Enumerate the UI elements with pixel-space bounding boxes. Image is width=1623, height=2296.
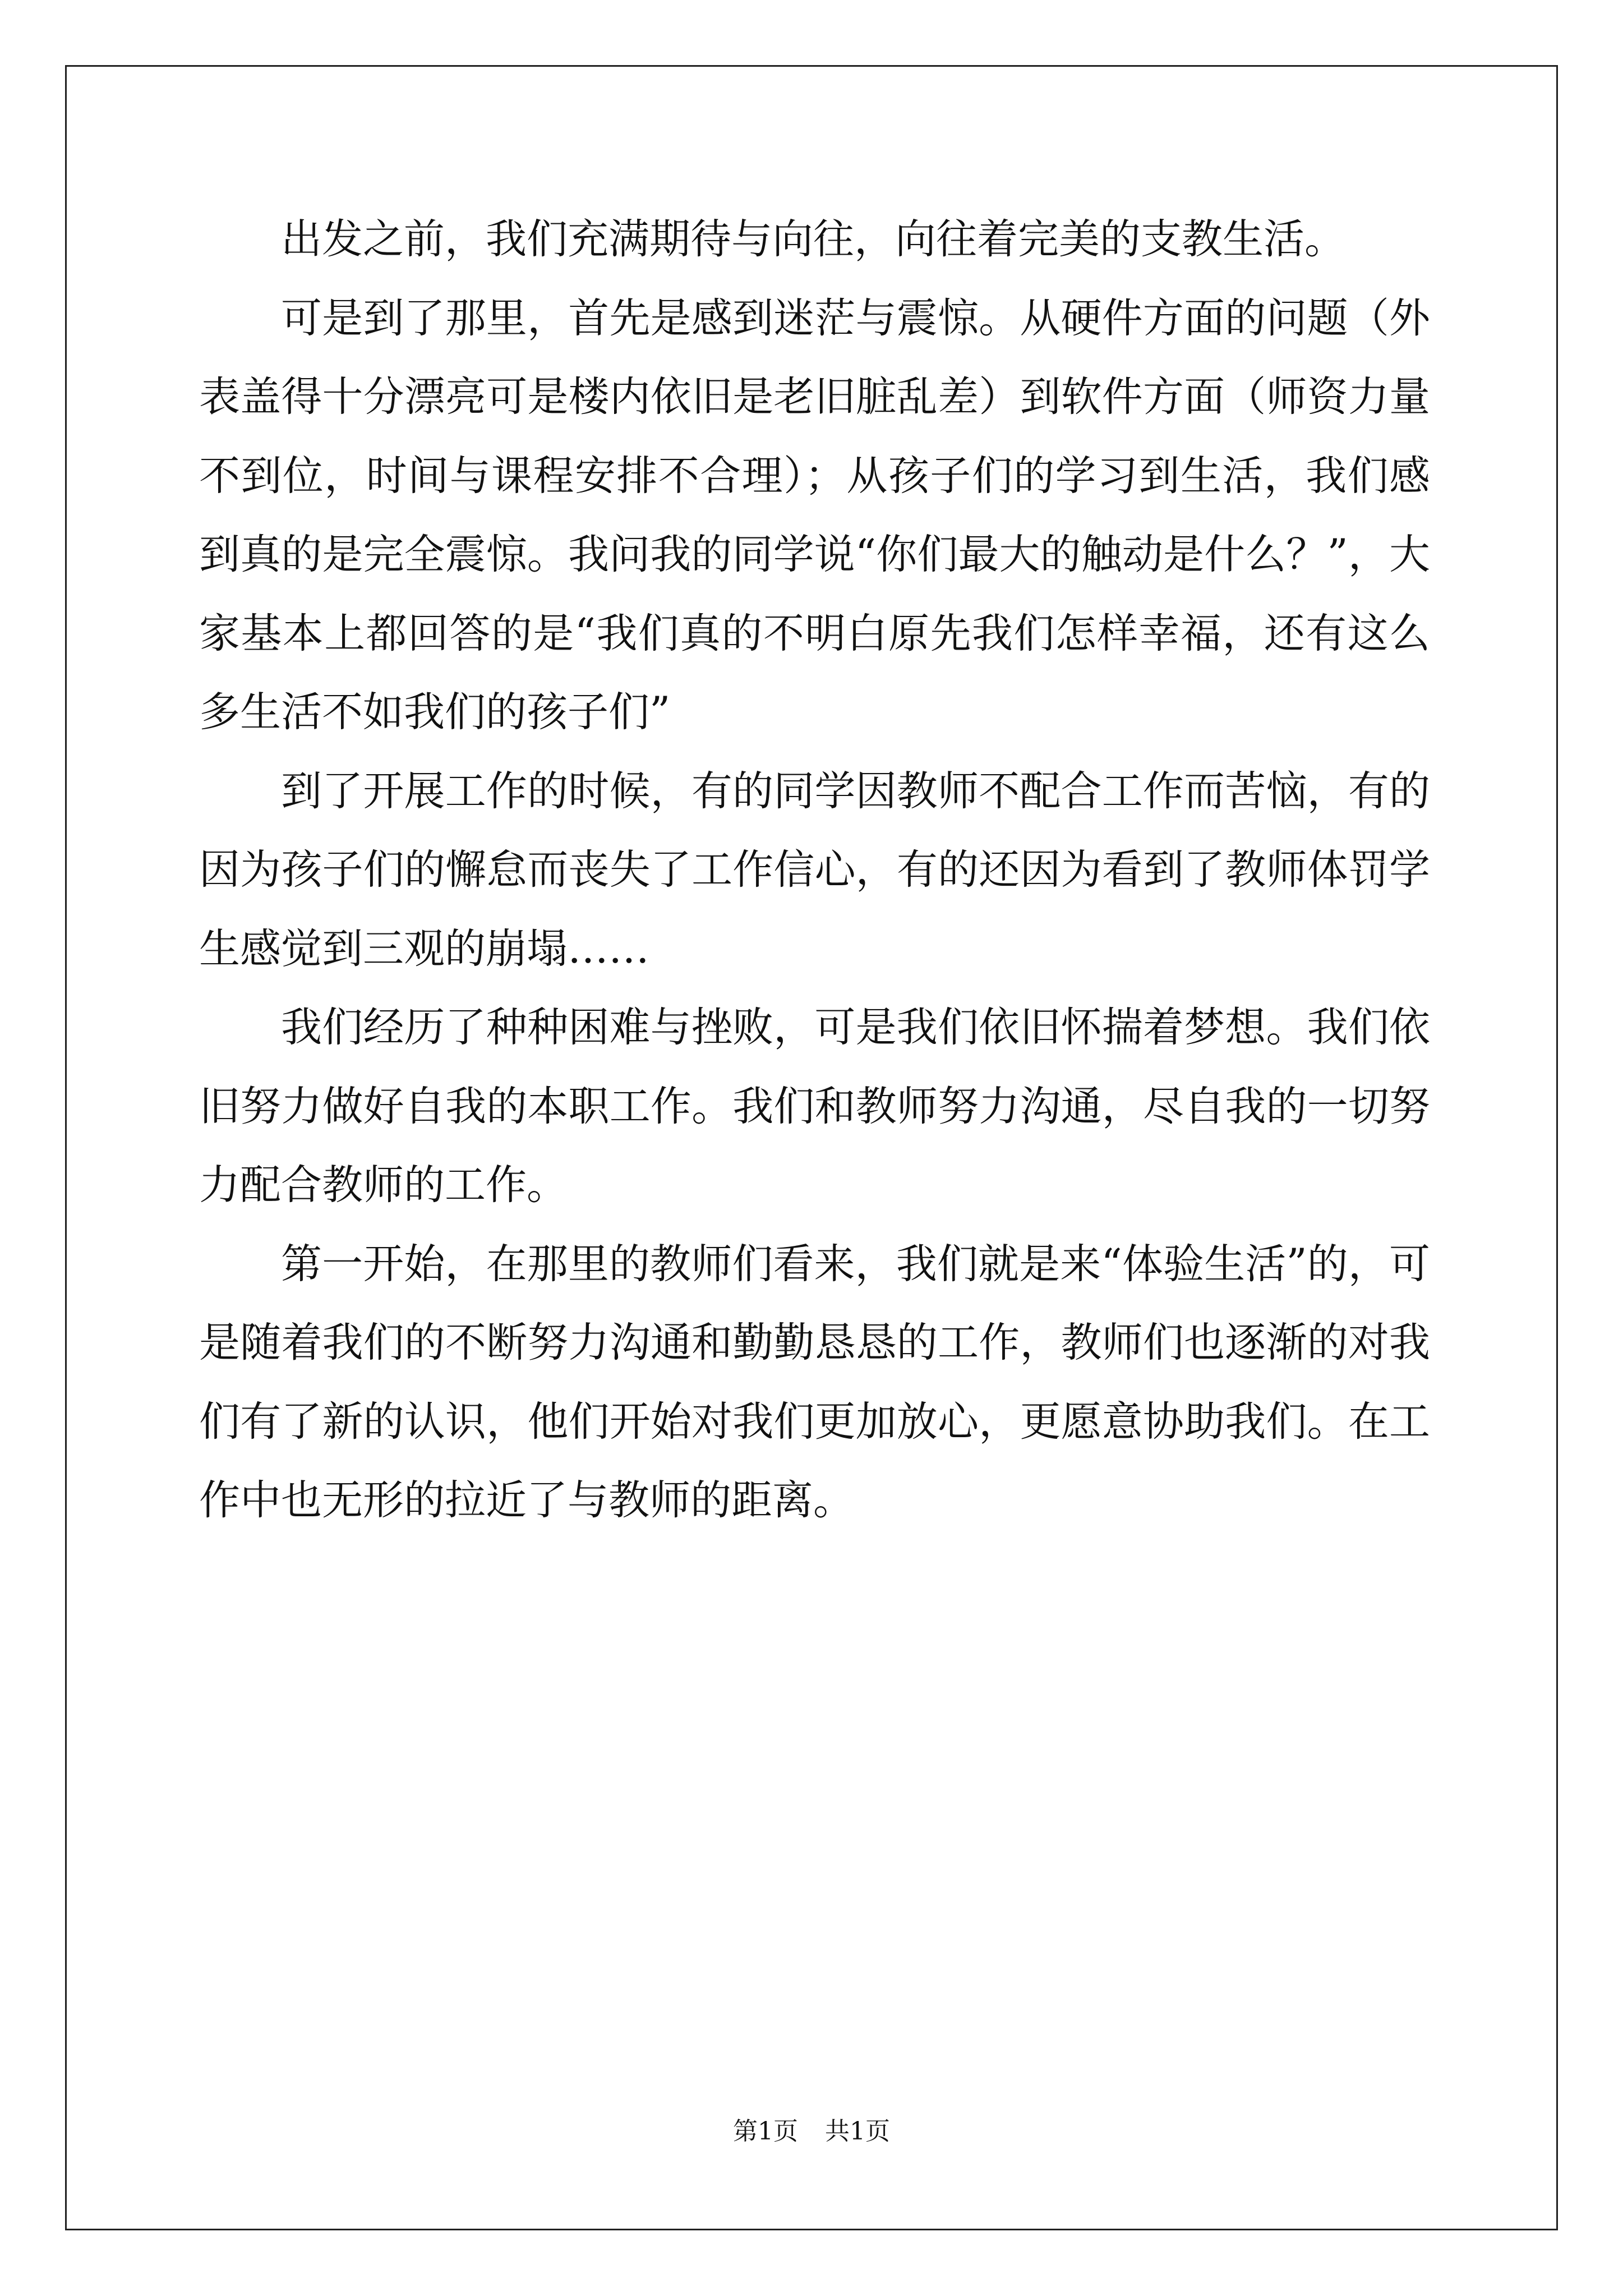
paragraph-2: 可是到了那里，首先是感到迷茫与震惊。从硬件方面的问题（外表盖得十分漂亮可是楼内依旧是老旧脏乱差）到软件方面（师资力量不到位，时间与课程安排不合理）；从孩子们的学习到生活，我们感到真的是完全震惊。我问我的同学说“你们最大的触动是什么？”，大家基本上都回答的是“我们真的不明白原先我们怎样幸福，还有这么多生活不如我们的孩子们” (199, 294, 1430, 736)
paragraph-5: 第一开始，在那里的教师们看来，我们就是来“体验生活”的，可是随着我们的不断努力沟通和勤勤恳恳的工作，教师们也逐渐的对我们有了新的认识，他们开始对我们更加放心，更愿意协助我们。在工作中也无形的拉近了与教师的距离。 (199, 1240, 1430, 1524)
page-number-current: 第1页 (733, 2117, 798, 2146)
paragraph-3: 到了开展工作的时候，有的同学因教师不配合工作而苦恼，有的因为孩子们的懈怠而丧失了工作信心，有的还因为看到了教师体罚学生感觉到三观的崩塌…… (199, 767, 1430, 973)
page-number-total: 共1页 (825, 2117, 890, 2146)
paragraph-4: 我们经历了种种困难与挫败，可是我们依旧怀揣着梦想。我们依旧努力做好自我的本职工作。我们和教师努力沟通，尽自我的一切努力配合教师的工作。 (199, 1004, 1430, 1209)
page-footer (0, 2115, 1623, 2148)
paragraph-1: 出发之前，我们充满期待与向往，向往着完美的支教生活。 (281, 215, 1345, 263)
document-body (199, 200, 1430, 1540)
